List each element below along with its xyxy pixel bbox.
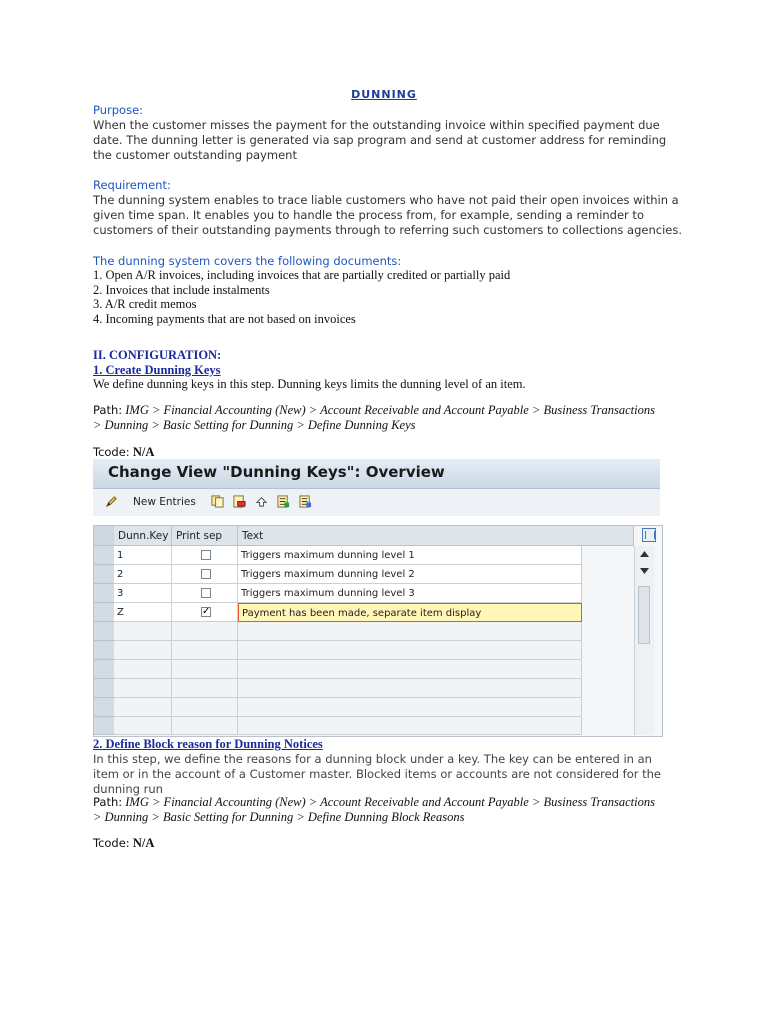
new-entries-button[interactable]: New Entries [133,496,196,508]
empty-cell[interactable] [172,641,238,660]
empty-cell[interactable] [114,717,172,735]
row-selector[interactable] [94,622,114,641]
cell-dunn-key[interactable]: 1 [114,546,172,565]
step1-path: Path: IMG > Financial Accounting (New) > Account Receivable and Account Payable > Business Transactions > Dunning > Basic Setting for Dunning > Define Dunning Keys [93,403,655,432]
cell-text[interactable]: Triggers maximum dunning level 1 [238,546,582,565]
select-all-corner[interactable] [94,526,114,546]
step2-link[interactable]: 2. Define Block reason for Dunning Notices [93,737,323,751]
empty-cell[interactable] [172,679,238,698]
cell-text[interactable]: Triggers maximum dunning level 3 [238,584,582,603]
cell-dunn-key[interactable]: Z [114,603,172,622]
select-all-icon[interactable] [277,495,290,508]
copy-icon[interactable] [211,495,224,508]
cell-text[interactable]: Triggers maximum dunning level 2 [238,565,582,584]
print-sep-checkbox[interactable]: ✓ [202,606,211,617]
step1-description: We define dunning keys in this step. Dunning keys limits the dunning level of an item. [93,377,526,391]
scroll-up-icon[interactable] [640,551,649,557]
print-sep-checkbox[interactable] [201,588,211,598]
empty-cell[interactable] [114,641,172,660]
cell-dunn-key[interactable]: 3 [114,584,172,603]
empty-cell[interactable] [238,717,582,735]
empty-cell[interactable] [172,622,238,641]
empty-cell[interactable] [114,660,172,679]
empty-cell[interactable] [114,679,172,698]
vertical-scrollbar[interactable] [634,546,654,735]
step2-tcode: Tcode: N/A [93,836,155,850]
cell-dunn-key[interactable]: 2 [114,565,172,584]
row-selector[interactable] [94,641,114,660]
empty-cell[interactable] [238,641,582,660]
print-sep-checkbox[interactable] [201,550,211,560]
list-item: 4. Incoming payments that are not based on invoices [93,311,356,326]
row-selector[interactable] [94,717,114,735]
purpose-heading: Purpose: [93,103,144,117]
row-selector[interactable] [94,546,114,565]
covers-list [93,268,510,326]
empty-cell[interactable] [238,698,582,717]
print-sep-checkbox[interactable] [201,569,211,579]
step1-tcode: Tcode: N/A [93,445,155,459]
row-selector[interactable] [94,584,114,603]
sap-window-title-bar [93,459,660,489]
list-item: 3. A/R credit memos [93,297,197,311]
empty-cell[interactable] [238,622,582,641]
cell-text-editing[interactable]: Payment has been made, separate item display [238,603,582,622]
list-item: 1. Open A/R invoices, including invoices that are partially credited or partially paid [93,268,511,282]
scroll-thumb[interactable] [638,586,650,644]
requirement-heading: Requirement: [93,178,171,192]
row-selector[interactable] [94,679,114,698]
scroll-down-icon[interactable] [640,568,649,574]
purpose-text: When the customer misses the payment for the outstanding invoice within specified payment due date. The dunning letter is generated via sap program and send at customer address for reminding the customer outstanding payment [93,118,667,162]
covers-heading: The dunning system covers the following documents: [93,254,402,268]
empty-cell[interactable] [114,622,172,641]
empty-cell[interactable] [238,679,582,698]
empty-cell[interactable] [238,660,582,679]
sap-toolbar [93,489,660,516]
configuration-heading: II. CONFIGURATION: [93,348,222,362]
step2-description: In this step, we define the reasons for a dunning block under a key. The key can be entered in an item or in the account of a Customer master. Blocked items or accounts are not considered for the dunning run [93,752,661,796]
row-selector[interactable] [94,603,114,622]
dunning-keys-table [93,525,663,737]
row-selector[interactable] [94,698,114,717]
step2-path: Path: IMG > Financial Accounting (New) > Account Receivable and Account Payable > Business Transactions > Dunning > Basic Setting for Dunning > Define Dunning Block Reasons [93,795,655,824]
list-item: 2. Invoices that include instalments [93,282,270,297]
empty-cell[interactable] [114,698,172,717]
column-header-print-sep[interactable]: Print sep [172,526,238,546]
undo-icon[interactable] [255,495,268,508]
column-header-dunn-key[interactable]: Dunn.Key [114,526,172,546]
table-settings-icon[interactable] [642,528,656,542]
column-header-text[interactable]: Text [238,526,634,546]
empty-cell[interactable] [172,717,238,735]
step1-link[interactable]: 1. Create Dunning Keys [93,363,221,377]
deselect-icon[interactable] [299,495,312,508]
delete-icon[interactable] [233,495,246,508]
row-selector[interactable] [94,660,114,679]
requirement-text: The dunning system enables to trace liable customers who have not paid their open invoices within a given time span. It enables you to handle the process from, for example, sending a reminder to customers of their outstanding payments through to referring such customers to collections agencies. [93,193,683,237]
pen-icon[interactable] [105,495,118,508]
doc-title: DUNNING [351,88,417,101]
empty-cell[interactable] [172,698,238,717]
empty-cell[interactable] [172,660,238,679]
sap-window-title: Change View "Dunning Keys": Overview [108,463,445,481]
row-selector[interactable] [94,565,114,584]
